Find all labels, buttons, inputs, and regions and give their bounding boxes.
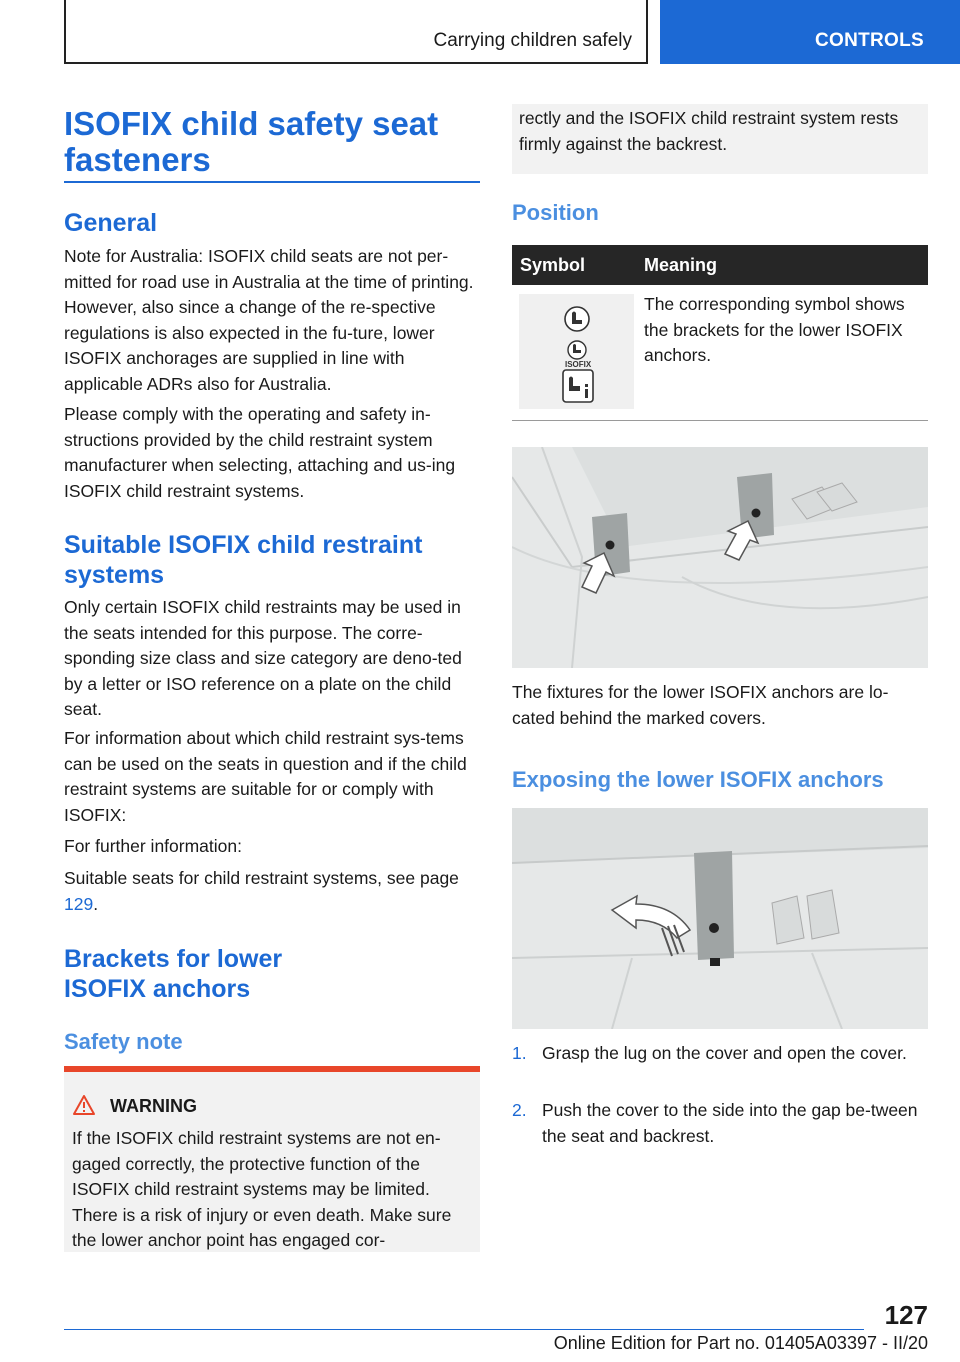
step-1-number: 1. xyxy=(512,1043,527,1063)
page-number: 127 xyxy=(884,1300,928,1330)
heading-brackets-line1: Brackets for lower xyxy=(64,945,283,973)
heading-suitable xyxy=(64,530,484,590)
heading-exposing: Exposing the lower ISOFIX anchors xyxy=(512,767,884,792)
suitable-paragraph-3: For further information: xyxy=(64,836,242,856)
step-1-text: Grasp the lug on the cover and open the cover. xyxy=(542,1043,907,1063)
general-paragraph-1: Note for Australia: ISOFIX child seats are not per-mitted for road use in Australia at the time of printing. However, also since a change of the re-spective regulations is also expected in the fu-ture, lower ISOFIX anchorages are supplied in line with applicable ADRs also for Australia. xyxy=(64,246,474,394)
page-title-line1: ISOFIX child safety seat xyxy=(64,105,439,142)
warning-continuation xyxy=(512,104,928,174)
header-box xyxy=(64,0,648,64)
heading-brackets-line2: ISOFIX anchors xyxy=(64,975,251,1003)
table-header xyxy=(512,245,928,285)
tab-controls[interactable] xyxy=(660,0,960,64)
seat-cover-photo xyxy=(512,808,928,1029)
warning-box xyxy=(64,1072,480,1252)
warning-continuation-text: rectly and the ISOFIX child restraint system rests firmly against the backrest. xyxy=(519,108,899,154)
general-paragraph-2: Please comply with the operating and safety in-structions provided by the child restraint system manufacturer when selecting, attaching and us-ing ISOFIX child restraint systems. xyxy=(64,404,456,501)
page-title xyxy=(64,106,484,178)
page-ref-text: Suitable seats for child restraint systems, see page xyxy=(64,868,459,888)
table-meaning: The corresponding symbol shows the brackets for the lower ISOFIX anchors. xyxy=(644,294,905,365)
footer-rule xyxy=(64,1329,864,1330)
isofix-bracket-icon xyxy=(519,294,634,409)
heading-brackets xyxy=(64,944,484,1004)
suitable-paragraph-2: For information about which child restraint sys-tems can be used on the seats in question and if the child restraint systems are suitable for or comply with ISOFIX: xyxy=(64,728,467,825)
table-header-symbol: Symbol xyxy=(520,255,586,275)
table-bottom-rule xyxy=(512,420,928,421)
warning-triangle-icon xyxy=(72,1094,96,1116)
photo1-caption: The fixtures for the lower ISOFIX anchors are lo-cated behind the marked covers. xyxy=(512,682,889,728)
isofix-symbol-cell xyxy=(519,294,634,409)
warning-text: If the ISOFIX child restraint systems are not en-gaged correctly, the protective function of the ISOFIX child restraint systems may be limited. There is a risk of injury or even death. Make sure the lower anchor point has engaged cor- xyxy=(72,1128,452,1250)
step-2-text: Push the cover to the side into the gap be-tween the seat and backrest. xyxy=(542,1100,918,1146)
page-ref-end: . xyxy=(93,893,99,914)
table-header-meaning: Meaning xyxy=(644,255,718,275)
step-2-number: 2. xyxy=(512,1100,527,1120)
seat-anchors-photo xyxy=(512,447,928,668)
isofix-label: ISOFIX xyxy=(565,360,592,369)
heading-suitable-line2: systems xyxy=(64,561,165,589)
step-2 xyxy=(512,1098,928,1149)
heading-suitable-line1: Suitable ISOFIX child restraint xyxy=(64,531,423,559)
warning-title: WARNING xyxy=(110,1096,197,1116)
page-title-line2: fasteners xyxy=(64,141,211,178)
footer-edition: Online Edition for Part no. 01405A03397 - II/20 xyxy=(553,1333,928,1353)
step-1 xyxy=(512,1041,928,1067)
heading-general: General xyxy=(64,209,158,237)
tab-controls-label: CONTROLS xyxy=(815,30,925,51)
suitable-paragraph-4 xyxy=(64,866,480,917)
section-title: Carrying children safely xyxy=(433,30,632,51)
page-link-129[interactable]: 129 xyxy=(64,893,94,914)
title-rule xyxy=(64,181,480,183)
heading-position: Position xyxy=(512,200,599,225)
suitable-paragraph-1: Only certain ISOFIX child restraints may be used in the seats intended for this purpose. The corre-sponding size class and size category are deno-ted by a letter or ISO reference on a plate on the child seat. xyxy=(64,597,462,719)
heading-safety-note: Safety note xyxy=(64,1029,183,1054)
